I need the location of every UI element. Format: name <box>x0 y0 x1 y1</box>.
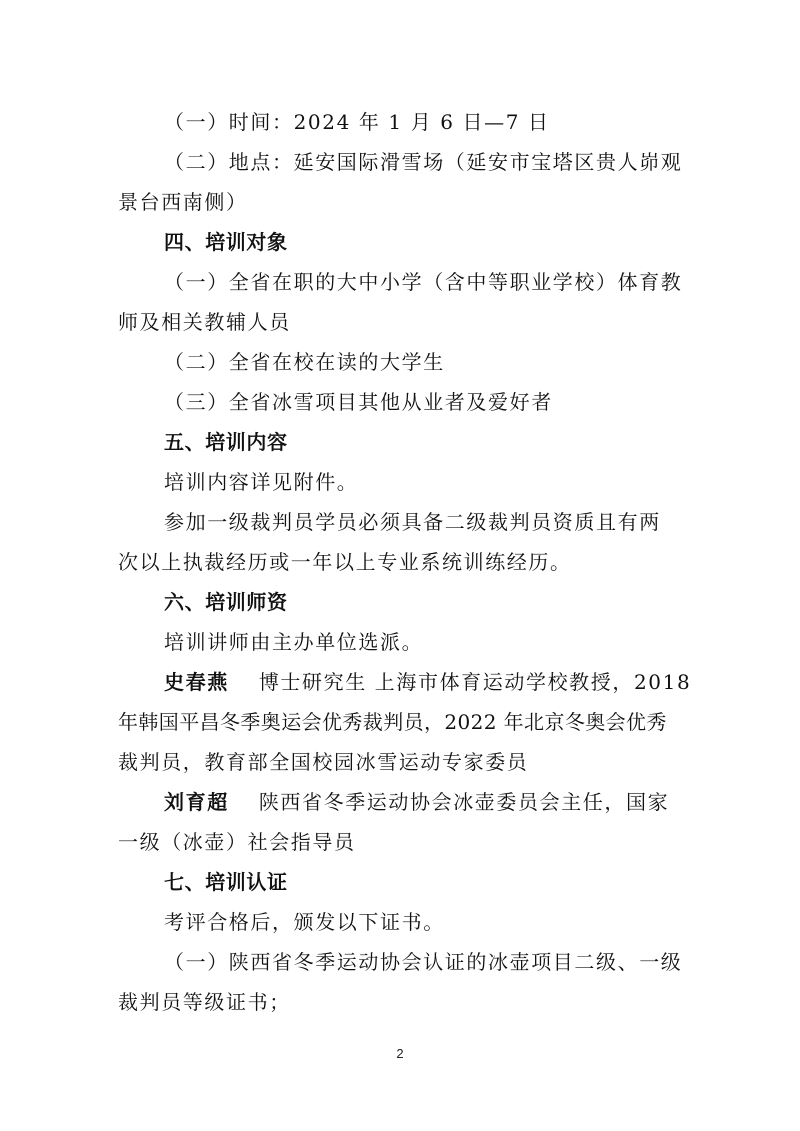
time-line: （一）时间：2024 年 1 月 6 日—7 日 <box>164 110 550 134</box>
teacher-2-line-2: 一级（冰壶）社会指导员 <box>118 830 356 854</box>
section-5-paragraph-2-line-1: 参加一级裁判员学员必须具备二级裁判员资质且有两 <box>164 510 661 534</box>
place-line-2: 景台西南侧） <box>118 190 248 214</box>
teacher-2-name: 刘育超 <box>164 790 229 814</box>
teacher-1-bio: 博士研究生 上海市体育运动学校教授，2018 <box>258 670 692 694</box>
section-4-title: 四、培训对象 <box>164 230 288 254</box>
section-4-item-1-line-2: 师及相关教辅人员 <box>118 310 291 334</box>
section-6-title: 六、培训师资 <box>164 590 288 614</box>
section-7-item-1-line-2: 裁判员等级证书； <box>118 990 291 1014</box>
teacher-1-line-3: 裁判员，教育部全国校园冰雪运动专家委员 <box>118 750 529 774</box>
section-5-paragraph-1: 培训内容详见附件。 <box>164 470 359 494</box>
place-line-1: （二）地点：延安国际滑雪场（延安市宝塔区贵人峁观 <box>164 150 683 174</box>
section-7-item-1-line-1: （一）陕西省冬季运动协会认证的冰壶项目二级、一级 <box>164 950 683 974</box>
section-5-paragraph-2-line-2: 次以上执裁经历或一年以上专业系统训练经历。 <box>118 550 572 574</box>
section-7-paragraph-1: 考评合格后，颁发以下证书。 <box>164 910 445 934</box>
teacher-2-bio: 陕西省冬季运动协会冰壶委员会主任，国家 <box>258 790 670 814</box>
section-6-paragraph-1: 培训讲师由主办单位选派。 <box>164 630 424 654</box>
document-body <box>118 102 692 1022</box>
page-number: 2 <box>396 1046 404 1061</box>
teacher-1-line-2: 年韩国平昌冬季奥运会优秀裁判员，2022 年北京冬奥会优秀 <box>118 710 667 734</box>
section-5-title: 五、培训内容 <box>164 430 288 454</box>
section-4-item-3: （三）全省冰雪项目其他从业者及爱好者 <box>164 390 553 414</box>
section-4-item-1-line-1: （一）全省在职的大中小学（含中等职业学校）体育教 <box>164 270 683 294</box>
teacher-1-name: 史春燕 <box>164 670 229 694</box>
teacher-2-line-1 <box>118 782 684 822</box>
section-7-title: 七、培训认证 <box>164 870 288 894</box>
section-4-item-2: （二）全省在校在读的大学生 <box>164 350 445 374</box>
teacher-1-line-1 <box>118 662 692 702</box>
